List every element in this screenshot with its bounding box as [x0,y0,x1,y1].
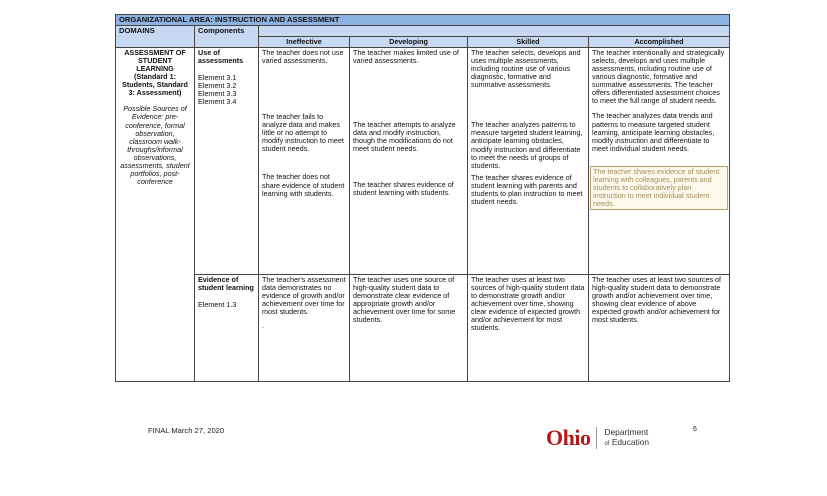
column-labels-row [116,26,730,37]
descriptor-text: The teacher selects, develops and uses multiple assessments, including routine use of various diagnostic, formative and summative assessments. [471,47,581,90]
domains-header-cont [116,36,195,47]
organizational-area-row [116,15,730,26]
descriptor-text: The teacher makes limited use of varied assessments. [353,47,459,65]
footer-date: FINAL March 27, 2020 [148,426,225,435]
component-elements: Element 1.3 [198,299,237,309]
level-skilled: Skilled [468,36,589,47]
descriptor-text: The teacher shares evidence of student learning with parents and students to plan instruction to meet student needs. [471,172,583,207]
skilled-cell [468,47,589,274]
descriptor-text: The teacher uses one source of high-quality student data to demonstrate clear evidence of appropriate growth and/or achievement over time for some students. [353,274,456,325]
logo-dept-line2: Education [611,437,650,447]
component-row-evidence-of-learning [116,274,730,381]
level-accomplished: Accomplished [589,36,730,47]
component-elements: Element 3.1 Element 3.2 Element 3.3 Element 3.4 [198,72,237,107]
ineffective-cell [259,47,350,274]
component-row-use-of-assessments [116,47,730,274]
descriptor-text: The teacher fails to analyze data and makes little or no attempt to modify instruction to meet student needs. [262,111,344,154]
components-header: Components [195,26,259,37]
descriptor-text: The teacher analyzes data trends and patterns to measure targeted student learning, anticipate learning obstacles, modify instruction and differentiate to meet individual student needs. [592,111,715,153]
level-ineffective: Ineffective [259,36,350,47]
evidence-sources: Possible Sources of Evidence: pre-conference, formal observation, classroom walk-throughs/informal observations, assessments, student portfolios, post-conference [120,104,190,187]
component-title: Evidence of student learning [198,274,254,292]
descriptor-text: The teacher does not use varied assessments. [262,47,344,65]
domain-title: ASSESSMENT OF STUDENT LEARNING (Standard 1: Students, Standard 3: Assessment) [122,47,188,98]
ohio-department-logo [546,425,649,451]
developing-cell [350,274,468,381]
highlighted-descriptor: The teacher shares evidence of student learning with colleagues, parents and students to collaboratively plan instruction to meet individual student needs. [590,166,728,210]
components-header-cont [195,36,259,47]
logo-divider [596,427,597,449]
rubric-table [115,14,730,382]
accomplished-cell [589,274,730,381]
descriptor-text: The teacher uses at least two sources of high-quality student data to demonstrate growth and/or achievement over time, showing clear evidence of expected growth and/or achievement for most students. [471,274,585,333]
page-number: 6 [693,426,697,433]
logo-department [604,427,649,449]
descriptor-text: The teacher shares evidence of student learning with students. [353,180,454,198]
descriptor-text: The teacher uses at least two sources of high-quality student data to demonstrate growth and/or achievement over time, showing clear evidence of above expected growth and/or achievement for most students. [592,274,722,325]
descriptor-text: The teacher's assessment data demonstrates no evidence of growth and/or achievement over time for most students. [262,274,346,317]
logo-dept-line1: Department [604,427,649,437]
skilled-cell [468,274,589,381]
descriptor-text: The teacher intentionally and strategically selects, develops and uses multiple assessments, including routine use of various diagnostic, formative and summative assessments. The teacher offers differentiated assessment choices to meet the full range of student needs. [592,47,725,106]
ineffective-cell [259,274,350,381]
component-cell [195,47,259,274]
component-cell [195,274,259,381]
domain-cell [116,47,195,381]
descriptor-text: The teacher attempts to analyze data and modify instruction, though the modifications do not meet student needs. [353,119,456,154]
level-developing: Developing [350,36,468,47]
descriptor-text: The teacher analyzes patterns to measure targeted student learning, anticipate learning obstacles, modify instruction and differentiate to meet the needs of groups of students. [471,120,583,170]
logo-dept-of: of [604,441,610,447]
descriptor-text: The teacher does not share evidence of student learning with students. [262,172,345,198]
domains-header: DOMAINS [116,26,195,37]
component-title: Use of assessments [198,47,244,65]
logo-word: Ohio [546,425,591,450]
levels-row [116,36,730,47]
organizational-area-title: ORGANIZATIONAL AREA: INSTRUCTION AND ASSESSMENT [116,15,730,26]
trailing-mark: . [262,321,264,331]
developing-cell [350,47,468,274]
accomplished-cell [589,47,730,274]
levels-spacer [259,26,730,37]
